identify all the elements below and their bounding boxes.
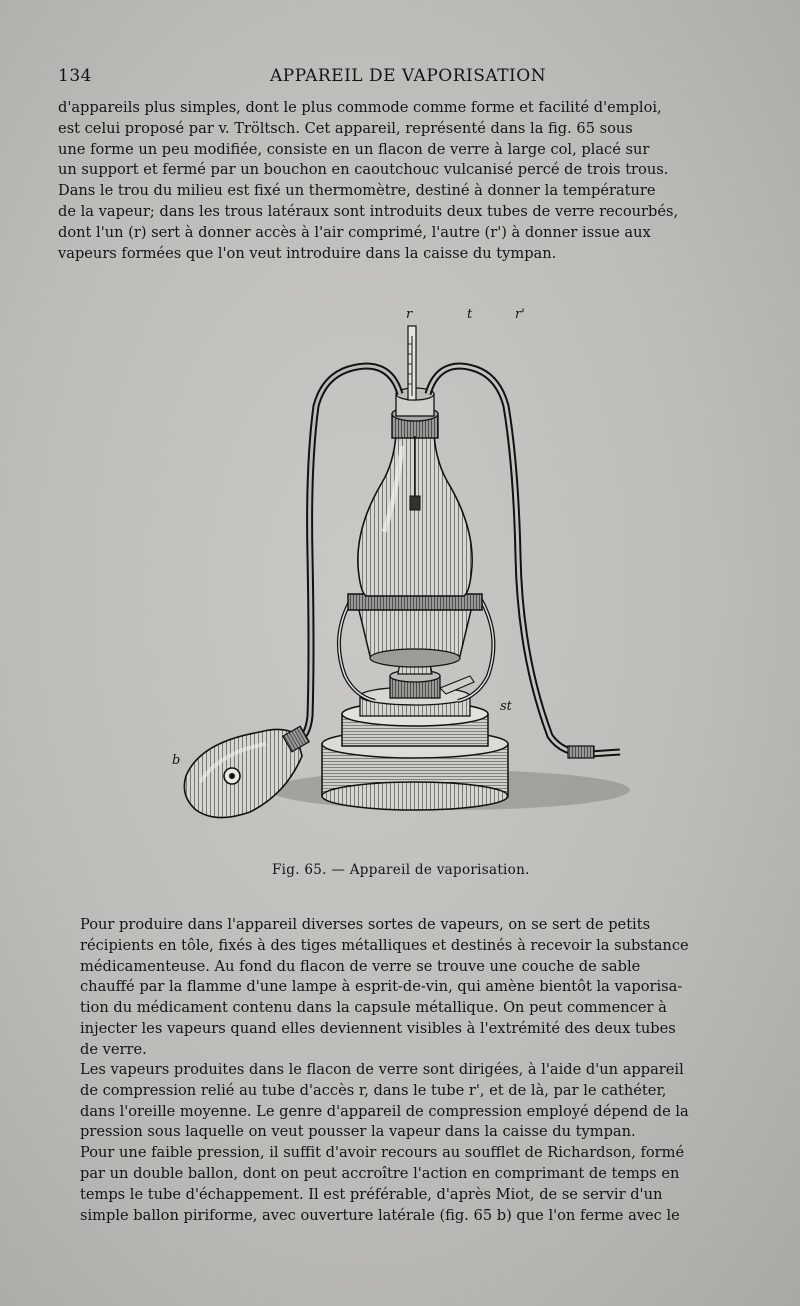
text-line: dans l'oreille moyenne. Le genre d'appareil de compression employé dépend de la <box>80 1102 689 1120</box>
text-line: récipients en tôle, fixés à des tiges métalliques et destinés à recevoir la substance <box>80 936 689 954</box>
compression-bulb-b <box>184 726 309 817</box>
text-line: injecter les vapeurs quand elles deviennent visibles à l'extrémité des deux tubes <box>80 1019 676 1037</box>
text-line: chauffé par la flamme d'une lampe à esprit-de-vin, qui amène bientôt la vaporisa- <box>80 978 683 996</box>
paragraph-intro <box>58 98 750 264</box>
paragraph-compression <box>58 1060 750 1226</box>
text-line: temps le tube d'échappement. Il est préférable, d'après Miot, de se servir d'un <box>80 1185 663 1203</box>
text-line: d'appareils plus simples, dont le plus commode comme forme et facilité d'emploi, <box>58 99 662 116</box>
label-b: b <box>172 753 181 768</box>
text-line: Pour une faible pression, il suffit d'avoir recours au soufflet de Richardson, formé <box>80 1144 685 1162</box>
text-line: Pour produire dans l'appareil diverses sortes de vapeurs, on se sert de petits <box>80 916 651 933</box>
label-r-prime: r' <box>515 307 525 322</box>
text-line: vapeurs formées que l'on veut introduire dans la caisse du tympan. <box>58 244 557 262</box>
label-st: st <box>500 699 512 714</box>
text-line: de compression relié au tube d'accès r, dans le tube r', et de là, par le cathéter, <box>80 1081 667 1099</box>
text-line: dont l'un (r) sert à donner accès à l'air comprimé, l'autre (r') à donner issue aux <box>58 223 651 241</box>
vaporization-apparatus-figure <box>170 296 640 828</box>
running-title: APPAREIL DE VAPORISATION <box>270 66 547 86</box>
label-t: t <box>467 307 473 322</box>
text-line: de la vapeur; dans les trous latéraux sont introduits deux tubes de verre recourbés, <box>58 202 679 220</box>
text-line: Dans le trou du milieu est fixé un thermomètre, destiné à donner la température <box>58 182 656 200</box>
text-line: pression sous laquelle on veut pousser la vapeur dans la caisse du tympan. <box>80 1123 636 1141</box>
text-line: un support et fermé par un bouchon en caoutchouc vulcanisé percé de trois trous. <box>58 161 669 179</box>
text-line: tion du médicament contenu dans la capsule métallique. On peut commencer à <box>80 999 667 1017</box>
page-number: 134 <box>58 66 92 86</box>
figure-caption: Fig. 65. — Appareil de vaporisation. <box>272 862 530 878</box>
text-line: par un double ballon, dont on peut accroître l'action en comprimant de temps en <box>80 1164 680 1182</box>
text-line: est celui proposé par v. Tröltsch. Cet appareil, représenté dans la fig. 65 sous <box>58 119 633 137</box>
text-line: simple ballon piriforme, avec ouverture latérale (fig. 65 b) que l'on ferme avec le <box>80 1206 680 1224</box>
glass-flask <box>348 388 482 667</box>
label-r: r <box>406 307 413 322</box>
page-header <box>58 62 750 90</box>
thermometer <box>408 326 416 400</box>
text-line: une forme un peu modifiée, consiste en un flacon de verre à large col, placé sur <box>58 140 650 158</box>
paragraph-vapours <box>58 915 750 1061</box>
apparatus-base <box>322 687 508 810</box>
apparatus-illustration <box>170 296 640 828</box>
text-line: de verre. <box>80 1040 147 1058</box>
text-line: médicamenteuse. Au fond du flacon de verre se trouve une couche de sable <box>80 957 641 975</box>
text-line: Les vapeurs produites dans le flacon de verre sont dirigées, à l'aide d'un appareil <box>80 1061 684 1078</box>
